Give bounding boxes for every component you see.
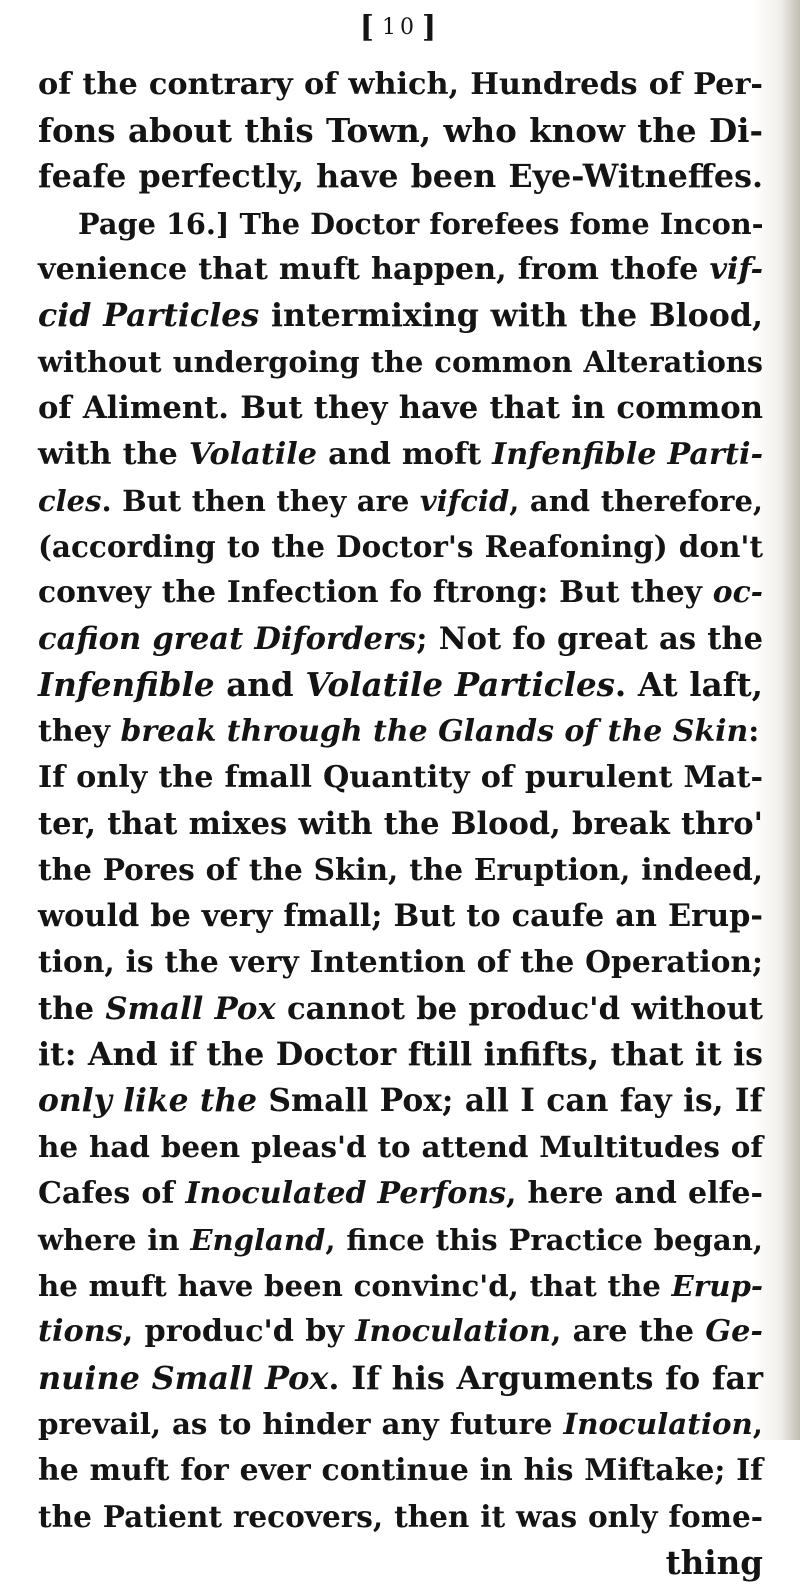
text-line: tion, is the very Intention of the Operation; — [38, 944, 763, 980]
text-line: ter, that mixes with the Blood, break thro' — [38, 806, 763, 842]
text-line: the Patient recovers, then it was only fome- — [38, 1498, 763, 1534]
text-line: it: And if the Doctor ftill infifts, that it is — [38, 1035, 763, 1073]
text-line: venience that muft happen, from thofe vif- — [38, 251, 763, 287]
text-line: cid Particles intermixing with the Blood, — [38, 296, 763, 334]
catchword: thing — [665, 1543, 763, 1582]
text-line: he had been pleas'd to attend Multitudes of — [38, 1129, 763, 1165]
text-line: with the Volatile and moft Infenfible Parti- — [38, 436, 763, 472]
text-line: Cafes of Inoculated Perfons, here and elfe- — [38, 1175, 764, 1211]
text-line: (according to the Doctor's Reafoning) don't — [38, 528, 763, 564]
text-line: of Aliment. But they have that in common — [38, 390, 763, 427]
page-edge-shadow — [782, 0, 800, 1440]
text-line: he muft have been convinc'd, that the Erup- — [38, 1268, 763, 1303]
text-line: of the contrary of which, Hundreds of Per- — [38, 67, 763, 102]
text-line: he muft for ever continue in his Miftake; If — [38, 1452, 763, 1488]
text-line: tions, produc'd by Inoculation, are the Ge- — [38, 1314, 763, 1350]
text-line: they break through the Glands of the Skin: — [38, 713, 760, 749]
text-line: where in England, fince this Practice began, — [38, 1222, 763, 1257]
page-header — [0, 10, 800, 45]
text-line: the Small Pox cannot be produc'd without — [38, 990, 763, 1027]
text-line: cles. But then they are vifcid, and therefore, — [38, 483, 763, 518]
page-number: 10 — [382, 15, 418, 40]
text-line: If only the fmall Quantity of purulent Mat- — [38, 759, 763, 795]
text-line: convey the Infection fo ftrong: But they oc- — [38, 575, 763, 611]
text-line: cafion great Diforders; Not fo great as the — [38, 621, 763, 658]
header-close-bracket: ] — [422, 10, 441, 45]
body-text — [38, 62, 763, 1586]
text-line: prevail, as to hinder any future Inoculation, — [38, 1406, 763, 1442]
text-line: Infenfible and Volatile Particles. At laft, — [38, 665, 763, 705]
header-open-bracket: [ — [359, 10, 378, 45]
text-line: Page 16.] The Doctor forefees fome Incon- — [78, 206, 764, 241]
text-line: the Pores of the Skin, the Eruption, indeed, — [38, 852, 763, 888]
text-line: would be very fmall; But to caufe an Erup- — [38, 898, 763, 935]
text-line: fons about this Town, who know the Di- — [38, 111, 763, 151]
text-line: feafe perfectly, have been Eye-Witneffes. — [38, 158, 763, 196]
text-line: only like the Small Pox; all I can fay is, If — [38, 1083, 763, 1120]
text-line: without undergoing the common Alterations — [38, 345, 763, 380]
text-line: nuine Small Pox. If his Arguments fo far — [38, 1359, 763, 1398]
